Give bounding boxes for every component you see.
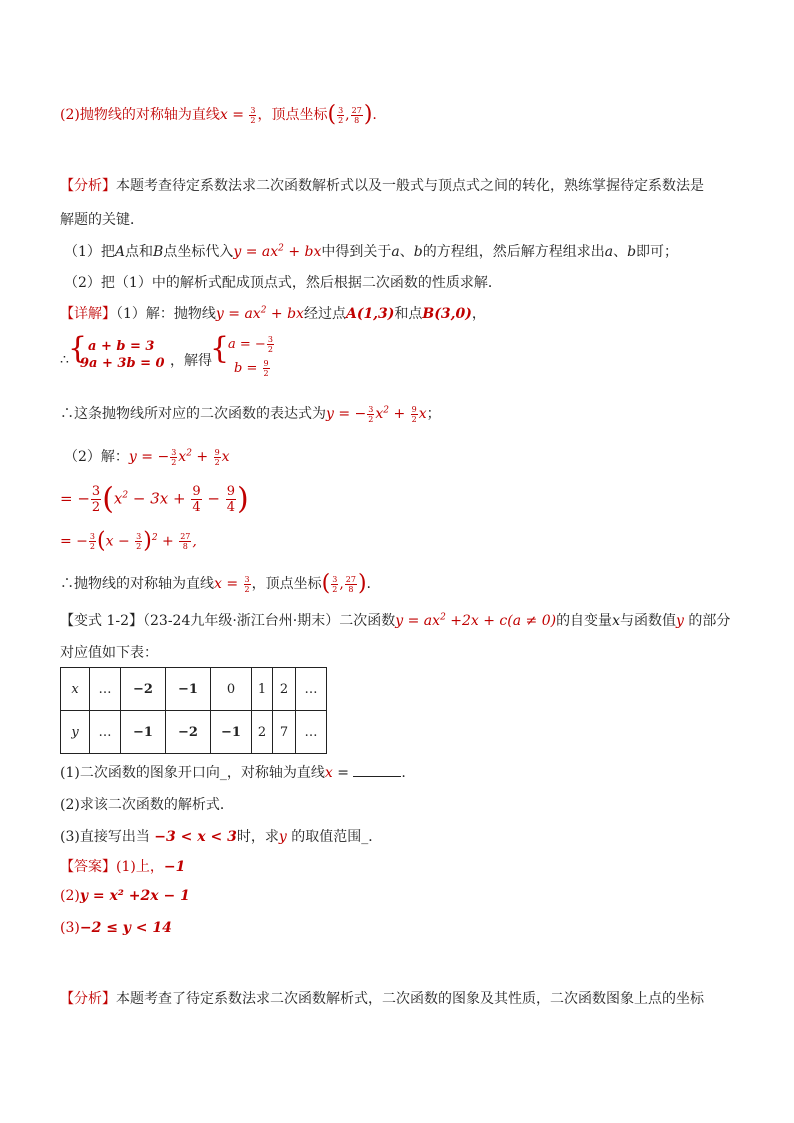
detail-line-1: 【详解】（1）解：抛物线$y = ax^2$ + bx经过点A(1,3)和点B(3,0)， bbox=[60, 305, 486, 322]
solve-text: ，解得 bbox=[170, 353, 212, 369]
system-brace: { bbox=[68, 331, 88, 366]
table-row-x bbox=[61, 668, 327, 711]
question-2: (2)求该二次函数的解析式． bbox=[60, 797, 234, 813]
axis-fraction: $\frac{3}{2}$ bbox=[250, 105, 256, 125]
table-cell: … bbox=[296, 711, 327, 754]
values-table bbox=[60, 667, 327, 754]
answer-line-2: (2)y = x² +2x − 1 bbox=[60, 888, 190, 904]
solution-brace: { bbox=[210, 331, 230, 366]
question-3: (3)直接写出当 −3 < x < 3时，求y 的取值范围_． bbox=[60, 829, 383, 845]
table-cell: −1 bbox=[166, 668, 211, 711]
analysis-paragraph-2: 【分析】本题考查了待定系数法求二次函数解析式，二次函数的图象及其性质，二次函数图象上点的坐标 bbox=[60, 991, 704, 1007]
table-cell: … bbox=[296, 668, 327, 711]
variant-line-2: 对应值如下表： bbox=[60, 645, 158, 661]
analysis-step-1: （1）把A点和B点坐标代入$y = ax^2$ + bx中得到关于a、b的方程组，然后解方程组求出a、b即可； bbox=[64, 243, 679, 260]
therefore-symbol: ∴ bbox=[60, 352, 69, 368]
completing-square-step-2: = − $\frac{3}{2}$ (x − $\frac{3}{2}$ )$^2$ + $\frac{27}{8}$ , bbox=[60, 528, 197, 554]
part2-prefix: (2)抛物线的对称轴为直线 bbox=[60, 107, 220, 123]
table-cell: −1 bbox=[121, 711, 166, 754]
detail-tag: 【详解】 bbox=[60, 306, 116, 322]
table-cell: … bbox=[90, 711, 121, 754]
vertex-line: ∴抛物线的对称轴为直线x = $\frac{3}{2}$ ，顶点坐标( $\frac{3}{2}$ , $\frac{27}{8}$ ). bbox=[60, 571, 371, 596]
table-cell: −2 bbox=[166, 711, 211, 754]
variant-heading: 【变式 1-2】（23-24九年级·浙江台州·期末）二次函数$y = ax^2 +2x + c(a \ne 0)$的自变量x与函数值y 的部分 bbox=[60, 612, 731, 629]
part2-middle: ，顶点坐标 bbox=[257, 107, 328, 123]
system-eq-1: a + b = 3 bbox=[88, 339, 155, 354]
part2-solution-start: （2）解：y = − $\frac{3}{2}$ $x^2$ + $\frac{9}{2}$ x bbox=[64, 447, 230, 467]
question-1: (1)二次函数的图象开口向_，对称轴为直线x = . bbox=[60, 765, 406, 781]
completing-square-step-1: = − $\frac{3}{2}$ ($x^2 - 3x$ + $\frac{9}{4}$ − $\frac{9}{4}$ ) bbox=[60, 481, 249, 517]
analysis-line-2: 解题的关键． bbox=[60, 212, 144, 228]
solution-b: b = $\frac{9}{2}$ bbox=[234, 359, 269, 378]
part2-answer-line: (2)抛物线的对称轴为直线x = $\frac{3}{2}$ ，顶点坐标( $\frac{3}{2}$ , $\frac{27}{8}$ ). bbox=[60, 102, 377, 127]
table-cell: −2 bbox=[121, 668, 166, 711]
table-cell: 2 bbox=[273, 668, 296, 711]
table-cell: x bbox=[61, 668, 90, 711]
analysis-tag: 【分析】 bbox=[60, 178, 116, 194]
analysis-step-2: （2）把（1）中的解析式配成顶点式，然后根据二次函数的性质求解． bbox=[64, 275, 502, 291]
table-cell: … bbox=[90, 668, 121, 711]
expression-line: ∴这条抛物线所对应的二次函数的表达式为y = − $\frac{3}{2}$ $x^2$ + $\frac{9}{2}$ x； bbox=[60, 404, 441, 424]
table-cell: 7 bbox=[273, 711, 296, 754]
table-cell: y bbox=[61, 711, 90, 754]
answer-blank bbox=[353, 764, 401, 777]
table-cell: −1 bbox=[211, 711, 252, 754]
table-cell: 2 bbox=[252, 711, 273, 754]
answer-line-1: 【答案】(1)上，−1 bbox=[60, 859, 186, 875]
solution-a: a = − $\frac{3}{2}$ bbox=[228, 335, 273, 354]
answer-line-3: (3)−2 ≤ y < 14 bbox=[60, 920, 172, 936]
table-row-y bbox=[61, 711, 327, 754]
system-eq-2: 9a + 3b = 0 bbox=[80, 356, 165, 371]
analysis-paragraph-1: 【分析】本题考查待定系数法求二次函数解析式以及一般式与顶点式之间的转化，熟练掌握待定系数法是 bbox=[60, 178, 704, 194]
table-cell: 0 bbox=[211, 668, 252, 711]
table-cell: 1 bbox=[252, 668, 273, 711]
